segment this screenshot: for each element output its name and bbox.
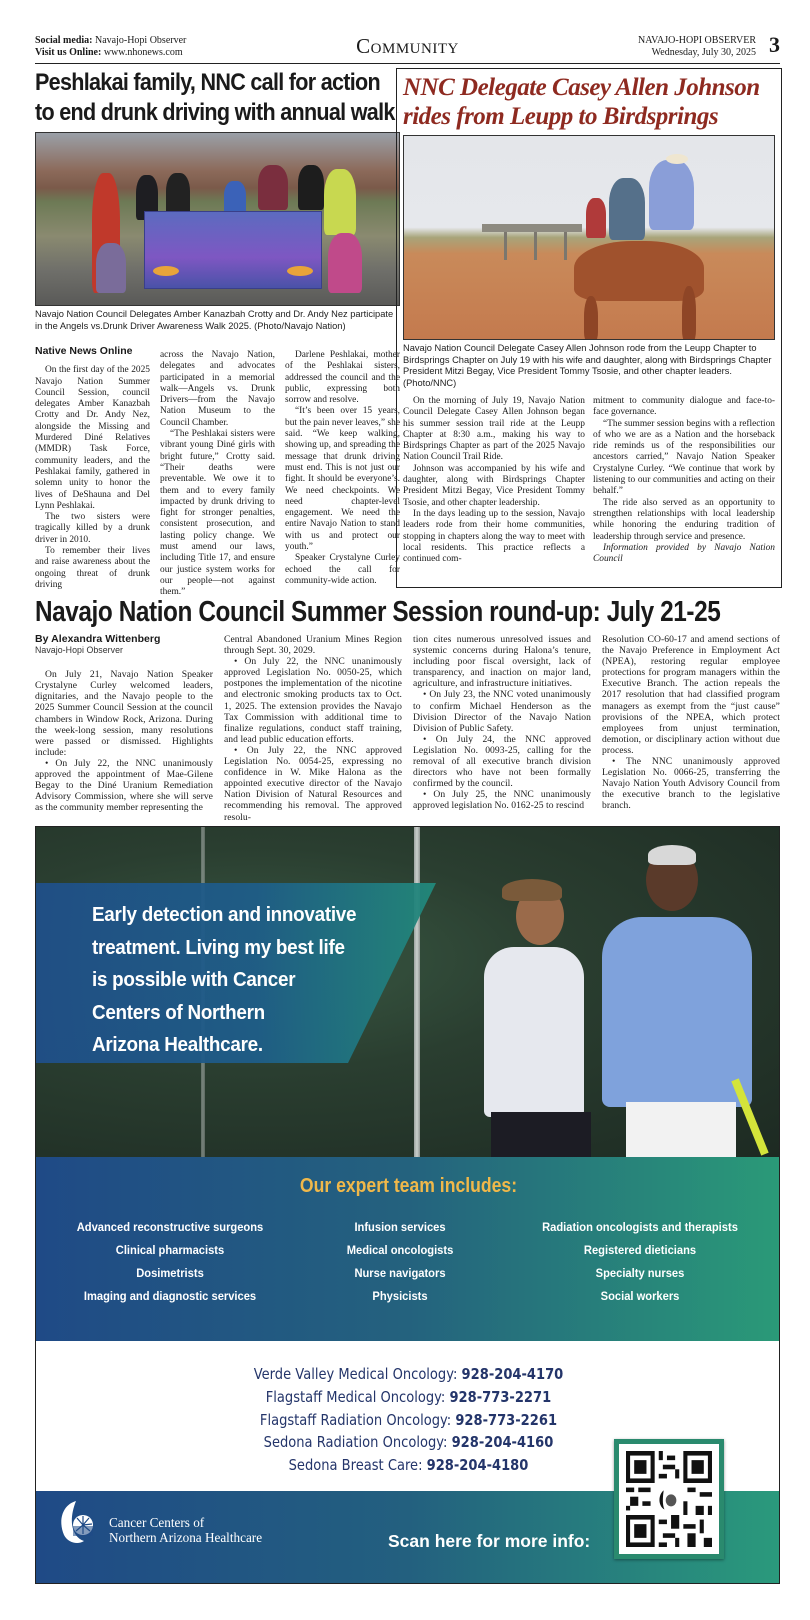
byline-outlet: Navajo-Hopi Observer [35,645,124,656]
team-list [50,1219,770,1304]
team-item: Specialty nurses [595,1266,685,1280]
paper-name: NAVAJO-HOPI OBSERVER [637,35,756,46]
paragraph: To remember their lives and raise awareness about the ongoing threat of drunk driving [35,546,150,590]
paragraph: Johnson was accompanied by his wife and daughter, along with Birdsprings Chapter President Mitzi Begay, Vice President Tommy Tsosie, and other chapter leadership. [403,463,585,508]
team-item: Registered dieticians [583,1243,697,1257]
team-item: Social workers [600,1289,680,1303]
photo-rider-child [586,198,606,238]
tagline-line: is possible with Cancer [92,968,296,991]
paragraph: “The Peshlakai sisters were vibrant young Diné girls with bright future,” Crotty said. “Their deaths were preventable. We owe it to them and to every family impacted by drunk driving to fight for stronger penalties, consistent prosecution, and lasting policy change. We must amend our laws, including Title 17, and ensure our justice system works for our people—not against them.” [160,429,275,598]
photo-figure [324,169,356,235]
sunburst-logo-icon [56,1499,96,1545]
team-item: Medical oncologists [346,1243,454,1257]
organization-logo-text [109,1515,262,1545]
paragraph: • On July 25, the NNC unanimously approved legislation No. 0162-25 to rescind [413,789,591,812]
photo-rider [609,178,645,240]
wing-emblem [153,266,179,276]
tagline-line: treatment. Living my best life [92,935,345,959]
paragraph: In the days leading up to the session, Navajo leaders rode from their home communities, stopping in chapters along the way to meet with local residents. This practice reflects a continued com- [403,508,585,565]
contact-location: Flagstaff Radiation Oncology: [259,1410,452,1429]
byline: Native News Online [35,345,133,357]
team-item: Dosimetrists [136,1266,204,1280]
article-credit: Information provided by Navajo Nation Council [593,542,775,565]
woman-jacket [484,947,584,1117]
contact-location: Verde Valley Medical Oncology: [253,1365,458,1383]
photo-bridge-leg [564,232,567,260]
photo-bridge [482,224,582,232]
article-drunk-driving-walk [35,68,400,599]
wing-emblem [287,266,313,276]
cancer-centers-ad [35,826,780,1584]
paragraph: On July 21, Navajo Nation Speaker Crystalyne Curley welcomed leaders, dignitaries, and the Navajo people to the 2025 Summer Council Session at the council chambers in Window Rock, Arizona. During the week-long session, many resolutions were passed or dismissed. Highlights include: [35,669,213,758]
byline: By Alexandra Wittenberg [35,633,161,645]
paragraph: across the Navajo Nation, delegates and advocates participated in a memorial walk—Angels vs. Drunk Drivers—from the Navajo Nation Museum to the Council Chamber. [160,350,275,428]
paragraph: • On July 24, the NNC approved Legislation No. 0093-25, calling for the removal of all executive branch division directors who have not been formally confirmed by the council. [413,733,591,790]
phone-number[interactable]: 928-204-4160 [451,1433,554,1452]
article-column [160,346,275,599]
paragraph: The ride also served as an opportunity to strengthen relationships with local leadership while honoring the enduring tradition of leadership through service and presence. [593,497,775,542]
team-item: Radiation oncologists and therapists [542,1220,738,1234]
paragraph: • On July 22, the NNC approved Legislation No. 0054-25, expressing no confidence in W. Mike Halona as the appointed executive director of the Navajo Nation Division of Natural Resources and recommending his removal. The approved resolu- [224,744,402,823]
paragraph: Darlene Peshlakai, mother of the Peshlakai sisters, addressed the council and the public, expressing both sorrow and resolve. [285,350,400,406]
team-item: Clinical pharmacists [115,1243,225,1257]
team-item: Advanced reconstructive surgeons [76,1220,264,1234]
fence-post [414,827,420,1157]
paragraph: On the morning of July 19, Navajo Nation Council Delegate Casey Allen Johnson began his summer session trail ride at the Leupp Chapter at 8:30 a.m., making his way to Birdsprings Chapter as part of the 2025 Navajo Nation Council Trail Ride. [403,396,585,463]
walk-photo [35,132,400,306]
paragraph: • The NNC unanimously approved Legislation No. 0066-25, transferring the Navajo Nation Youth Advisory Council from the executive branch to the legislative branch. [602,756,780,812]
logo-line: Northern Arizona Healthcare [109,1530,263,1545]
social-value: Navajo-Hopi Observer [95,35,187,46]
issue-date: Wednesday, July 30, 2025 [651,46,756,58]
photo-figure [298,165,324,210]
woman-hair [502,879,562,901]
qr-code[interactable] [614,1439,724,1559]
headline: Peshlakai family, NNC call for action to end drunk driving with annual walk [35,69,395,126]
tagline-line: Early detection and innovative [92,903,357,926]
phone-number[interactable]: 928-204-4180 [426,1456,529,1475]
qr-code-icon [626,1451,712,1547]
paragraph: “It’s been over 15 years, but the pain never leaves,” she said. “We keep walking, showing up, and spreading the message that drunk driving must end. This is not just our fight. It should be everyone’s. We need checkpoints. We need chapter-level engagement. We need the entire Navajo Nation to stand with us and protect our youth.” [285,406,400,553]
paragraph: “The summer session begins with a reflection of who we are as a Nation and the horseback ride reminds us of the responsibilities our ancestors carried,” Navajo Nation Speaker Crystalyne Curley. “We continue that work by listening to our communities and acting on their behalf.” [593,418,775,497]
paragraph: • On July 22, the NNC unanimously approved the appointment of Mae-Gilene Begay to the Diné Uranium Remediation Advisory Commission, where she will serve as the community member representing the [35,757,213,814]
paragraph: • On July 23, the NNC voted unanimously to confirm Michael Henderson as the Division Director of the Navajo Nation Division of Public Safety. [413,689,591,734]
article-session-roundup [35,596,780,823]
logo-line: Cancer Centers of [109,1515,205,1530]
article-column [224,634,402,823]
article-column [602,634,780,823]
page-number: 3 [769,32,780,57]
photo-cowboy-hat [666,154,688,164]
paragraph: tion cites numerous unresolved issues and systemic concerns during Halona’s tenure, including poor fiscal oversight, lack of transparency, and inaction on major land, agriculture, and infrastructure initiatives. [413,634,591,690]
website-link[interactable]: www.nhonews.com [103,46,183,58]
phone-number[interactable]: 928-773-2271 [449,1387,552,1406]
man-hair [648,845,696,865]
memorial-banner [144,211,322,289]
phone-number[interactable]: 928-773-2261 [455,1410,558,1429]
contact-location: Flagstaff Medical Oncology: [265,1387,446,1406]
social-label: Social media: [35,35,93,46]
trail-ride-photo [403,135,775,340]
tagline-line: Centers of Northern [92,1000,265,1024]
scan-prompt: Scan here for more info: [388,1531,591,1551]
paragraph: • On July 22, the NNC unanimously approved Legislation No. 0050-25, which postpones the implementation of the nicotine and electronic smoking products tax to Oct. 1, 2025. The extension provides the Navajo Tax Commission with additional time to finalize regulations, conduct staff training, and lead public education efforts. [224,656,402,745]
tagline-line: Arizona Healthcare. [92,1033,263,1056]
team-item: Nurse navigators [354,1266,446,1280]
photo-figure [258,165,288,210]
contact-line [88,1386,729,1409]
section-title: Community [356,34,459,58]
photo-rider-waving [649,160,694,230]
article-column [403,396,585,565]
article-column [35,634,213,823]
article-column [593,396,775,565]
woman-skirt [491,1112,591,1157]
headline: Navajo Nation Council Summer Session round-up: July 21-25 [35,596,721,628]
team-title: Our expert team includes: [299,1175,518,1197]
photo-caption: Navajo Nation Council Delegate Casey Allen Johnson rode from the Leupp Chapter to Birdsprings Chapter on July 19 with his wife and daughter, along with Birdsprings Chapter President Mitzi Begay, Vice President Tommy Tsosie, and other chapter leaders. (Photo/NNC) [403,343,772,388]
online-label: Visit us Online: [35,46,102,58]
phone-number[interactable]: 928-204-4170 [461,1365,564,1383]
contact-location: Sedona Breast Care: [288,1456,423,1475]
contact-line [88,1409,729,1432]
ad-tagline [92,899,405,1062]
paper-info [638,35,756,58]
article-column [285,346,400,599]
article-column [413,634,591,823]
article-trail-ride [396,68,782,588]
paragraph: Resolution CO-60-17 and amend sections of the Navajo Preference in Employment Act (NPEA), restoring regular employee protections for program managers within the Executive Branch. The action repeals the 2017 resolution that had classified program managers as exempt from the “just cause” provisions of the NPEA, which protect employees from unjust termination, demotion, or disciplinary action without due process. [602,634,780,756]
photo-figure [96,243,126,293]
paragraph: On the first day of the 2025 Navajo Nation Summer Council Session, council delegates Amber Kanazbah Crotty and Dr. Andy Nez, alongside the Missing and Murdered Diné Relatives (MMDR) Task Force, community leaders, and the Peshlakai family, gathered in solemn unity to honor the lives of DeShauna and Del Lynn Peshlakai. [35,365,150,511]
team-item: Infusion services [354,1220,446,1234]
paragraph: The two sisters were tragically killed by a drunk driver in 2010. [35,512,150,545]
man-shorts [626,1102,736,1157]
paragraph: Speaker Crystalyne Curley echoed the call for community-wide action. [285,553,400,586]
photo-caption: Navajo Nation Council Delegates Amber Kanazbah Crotty and Dr. Andy Nez participate in the Angels vs.Drunk Driver Awareness Walk 2025. (Photo/Navajo Nation) [35,309,394,331]
expert-team-panel [36,1157,780,1341]
contact-location: Sedona Radiation Oncology: [263,1433,448,1452]
article-column [35,346,150,599]
man-polo-shirt [602,917,752,1107]
contact-line [88,1363,729,1386]
masthead [35,30,780,64]
paragraph: mitment to community dialogue and face-to-face governance. [593,396,775,418]
photo-horse-leg [682,286,696,340]
headline: NNC Delegate Casey Allen Johnson rides from Leupp to Birdsprings [403,74,760,130]
team-item: Imaging and diagnostic services [83,1289,257,1303]
paragraph: Central Abandoned Uranium Mines Region through Sept. 30, 2029. [224,634,402,657]
photo-bridge-leg [504,232,507,260]
team-item: Physicists [372,1289,428,1303]
photo-horse-leg [584,296,598,340]
photo-figure [328,233,362,293]
photo-bridge-leg [534,232,537,260]
